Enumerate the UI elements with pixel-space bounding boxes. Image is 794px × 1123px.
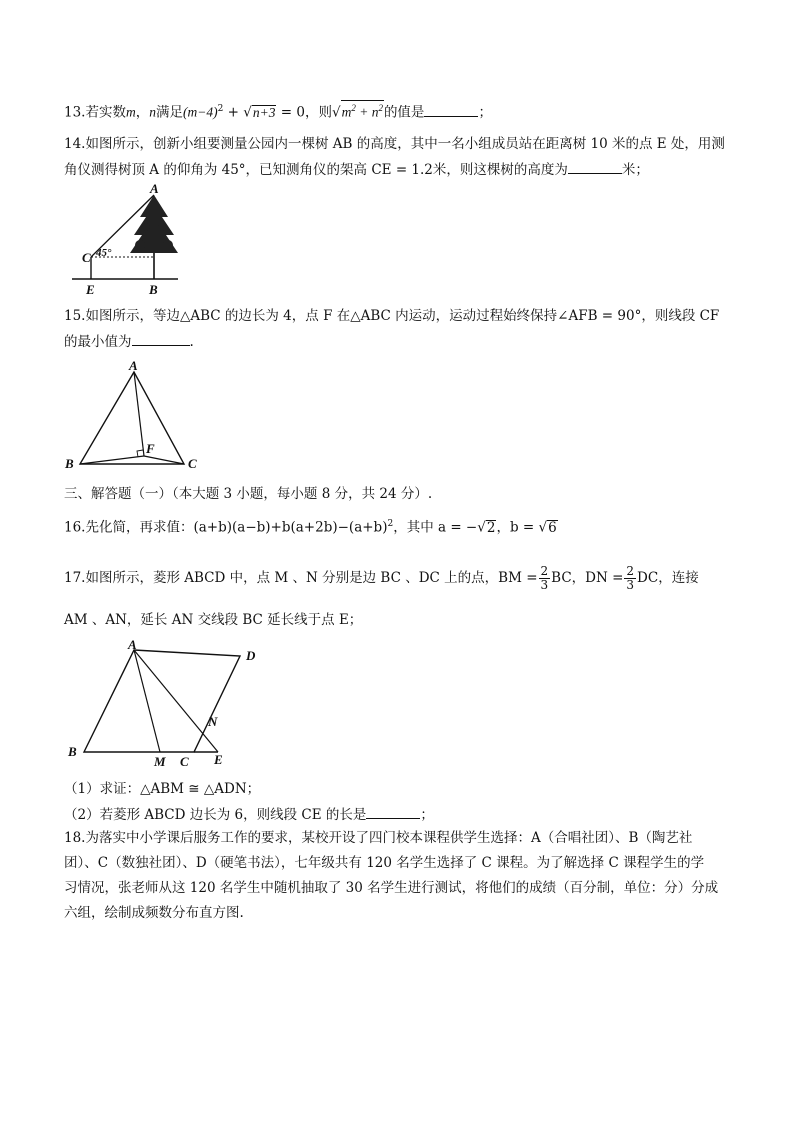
label-D: D <box>246 648 256 663</box>
label-E: E <box>86 282 95 297</box>
label-C: C <box>180 754 189 769</box>
label-A: A <box>150 183 159 196</box>
fraction-2-3: $\frac{2}{3}$ <box>626 564 635 592</box>
question-17-line1: 17.如图所示，菱形 ABCD 中，点 M 、N 分别是边 BC 、DC 上的点，BM = $\frac{2}{3}$ BC，DN = $\frac{2}{3}$ DC，连接 <box>64 564 699 592</box>
question-17-part2: （2）若菱形 ABCD 边长为 6，则线段 CE 的长是 ； <box>64 804 434 825</box>
label-F: F <box>146 441 155 456</box>
label-E: E <box>214 752 223 767</box>
label-B: B <box>65 456 74 471</box>
answer-blank-15[interactable] <box>132 331 190 346</box>
question-17-line2: AM 、AN，延长 AN 交线段 BC 延长线于点 E； <box>64 612 363 628</box>
label-A: A <box>129 360 138 373</box>
question-16: 16.先化简，再求值：$(a+b)(a-b)+b(a+2b)-(a+b)^2$，其中 a = −√2，b = √6 <box>64 519 557 536</box>
label-45-degree: 45° <box>96 247 112 259</box>
label-B: B <box>149 282 158 297</box>
answer-blank-17[interactable] <box>366 804 420 819</box>
section-3-heading: 三、解答题（一）（本大题 3 小题，每小题 8 分，共 24 分）. <box>64 486 433 502</box>
label-C: C <box>188 456 197 471</box>
question-18-line3: 习情况，张老师从这 120 名学生中随机抽取了 30 名学生进行测试，将他们的成绩（百分制，单位：分）分成 <box>64 880 719 896</box>
figure-rhombus <box>60 638 280 773</box>
question-18-line1: 18.为落实中小学课后服务工作的要求，某校开设了四门校本课程供学生选择：A（合唱社团）、B（陶艺社 <box>64 830 693 846</box>
answer-blank-14[interactable] <box>568 159 622 174</box>
label-C: C <box>82 250 91 265</box>
question-18-line2: 团）、C（数独社团）、D（硬笔书法），七年级共有 120 名学生选择了 C 课程。为了解选择 C 课程学生的学 <box>64 855 705 871</box>
label-B: B <box>68 744 77 759</box>
label-N: N <box>208 714 218 729</box>
question-14-line2: 角仪测得树顶 A 的仰角为 45°，已知测角仪的架高 CE = 1.2米，则这棵树的高度为 米； <box>64 159 649 180</box>
label-A: A <box>128 638 137 652</box>
answer-blank-13[interactable] <box>424 102 478 117</box>
figure-tree <box>70 183 190 298</box>
question-15-line1: 15.如图所示，等边△ABC 的边长为 4，点 F 在△ABC 内运动，运动过程始终保持∠AFB = 90°，则线段 CF <box>64 308 720 324</box>
question-17-part1: （1）求证：△ABM ≅ △ADN； <box>64 781 261 797</box>
question-13: 13.若实数m，n满足$(m-4)^2 + √n+3 = 0$，则$√m^2 + n^2$的值是 ； <box>64 99 492 123</box>
label-M: M <box>154 754 166 769</box>
figure-triangle <box>60 360 210 475</box>
fraction-2-3: $\frac{2}{3}$ <box>540 564 549 592</box>
question-18-line4: 六组，绘制成频数分布直方图. <box>64 905 244 921</box>
question-14-line1: 14.如图所示，创新小组要测量公园内一棵树 AB 的高度，其中一名小组成员站在距离树 10 米的点 E 处，用测 <box>64 136 725 152</box>
question-15-line2: 的最小值为 . <box>64 331 194 352</box>
